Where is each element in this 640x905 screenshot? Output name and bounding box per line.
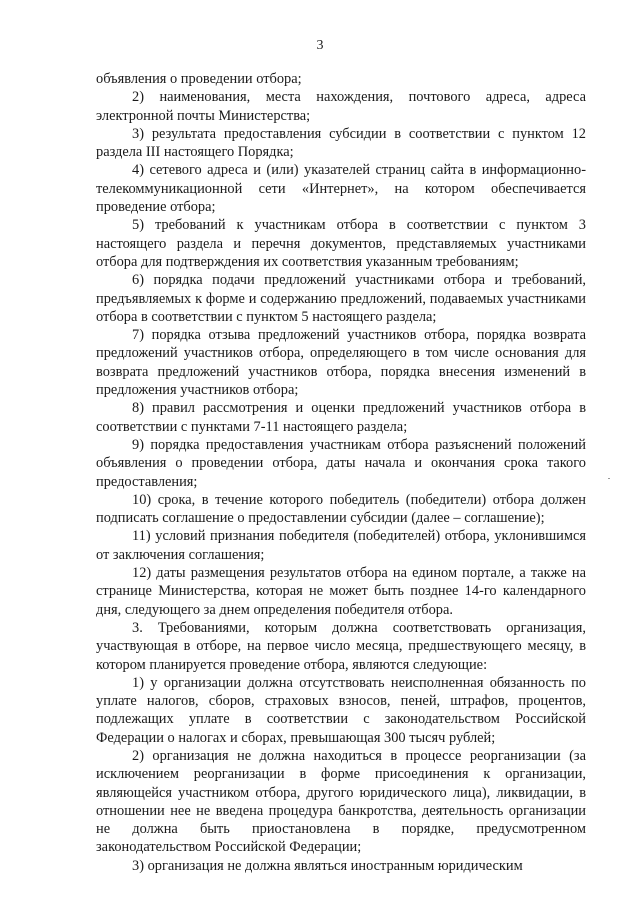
requirement-item-1: 1) у организации должна отсутствовать неисполненная обязанность по уплате налогов, сборов, страховых взносов, пеней, штрафов, процентов, подлежащих уплате в соответствии с законодательством Российской Федерации о налогах и сборах, превышающая 300 тысяч рублей; bbox=[96, 674, 586, 746]
list-item-2: 2) наименования, места нахождения, почтового адреса, адреса электронной почты Министерства; bbox=[96, 89, 586, 124]
list-item-9: 9) порядка предоставления участникам отбора разъяснений положений объявления о проведении отбора, даты начала и окончания срока такого предоставления; bbox=[96, 436, 586, 490]
requirement-item-3: 3) организация не должна являться иностранным юридическим bbox=[132, 857, 523, 874]
list-item-11: 11) условий признания победителя (победителей) отбора, уклонившимся от заключения соглашения; bbox=[96, 528, 586, 563]
page-number: 3 bbox=[316, 38, 324, 53]
document-body bbox=[96, 70, 586, 875]
scan-artifact bbox=[608, 478, 610, 479]
list-item-4: 4) сетевого адреса и (или) указателей страниц сайта в информационно-телекоммуникационной сети «Интернет», на котором обеспечивается проведение отбора; bbox=[96, 162, 586, 216]
list-item-3: 3) результата предоставления субсидии в соответствии с пунктом 12 раздела III настоящего Порядка; bbox=[96, 125, 586, 161]
list-item-8: 8) правил рассмотрения и оценки предложений участников отбора в соответствии с пунктами 7-11 настоящего раздела; bbox=[96, 400, 586, 435]
paragraph-continuation: объявления о проведении отбора; bbox=[96, 71, 302, 87]
list-item-7: 7) порядка отзыва предложений участников отбора, порядка возврата предложений участников отбора, определяющего в том числе основания для возврата предложений участников отбора, порядка внесения изменений в предложения участников отбора; bbox=[96, 327, 586, 399]
list-item-10: 10) срока, в течение которого победитель (победители) отбора должен подписать соглашение о предоставлении субсидии (далее – соглашение); bbox=[96, 491, 586, 527]
list-item-5: 5) требований к участникам отбора в соответствии с пунктом 3 настоящего раздела и перечня документов, представляемых участниками отбора для подтверждения их соответствия указанным требованиям; bbox=[96, 217, 586, 270]
list-item-6: 6) порядка подачи предложений участниками отбора и требований, предъявляемых к форме и содержанию предложений, подаваемых участниками отбора в соответствии с пунктом 5 настоящего раздела; bbox=[96, 272, 586, 325]
section-3-paragraph: 3. Требованиями, которым должна соответствовать организация, участвующая в отборе, на первое число месяца, предшествующего месяцу, в котором планируется проведение отбора, являются следующие: bbox=[96, 619, 586, 673]
list-item-12: 12) даты размещения результатов отбора на едином портале, а также на странице Министерства, которая не может быть позднее 14-го календарного дня, следующего за днем определения победителя отбора. bbox=[96, 565, 586, 618]
requirement-item-2: 2) организация не должна находиться в процессе реорганизации (за исключением реорганизации в форме присоединения к организации, являющейся участником отбора, другого юридического лица), ликвидации, в отношении нее не введена процедура банкротства, деятельность организации не должна быть приостановлена в порядке, предусмотренном законодательством Российской Федерации; bbox=[96, 747, 586, 856]
